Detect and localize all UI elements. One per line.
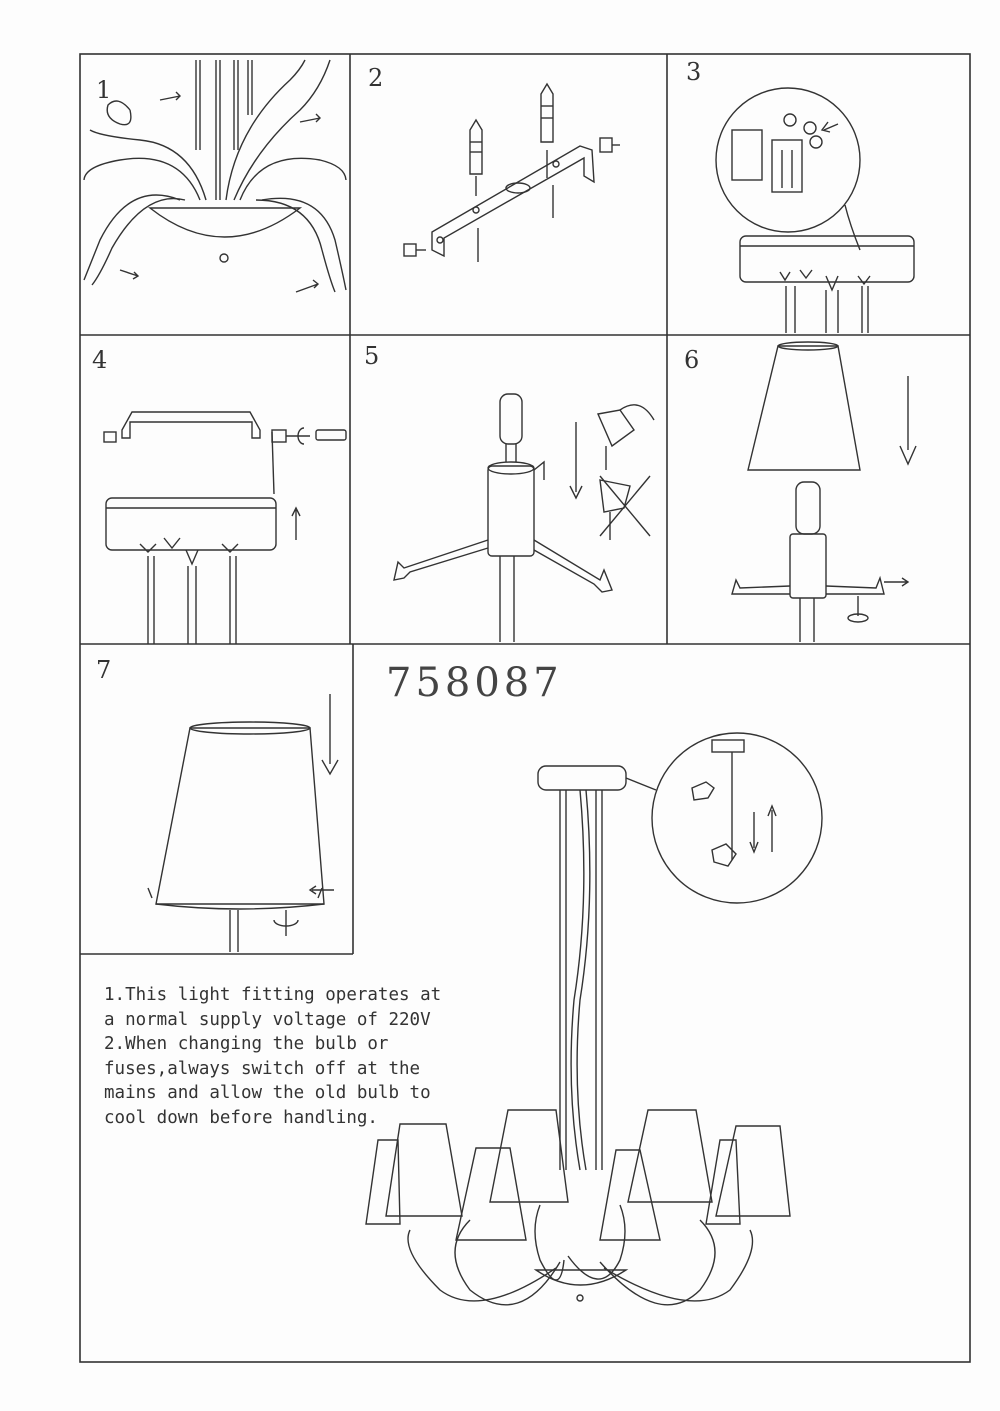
step-number-5: 5 [364, 342, 380, 370]
step-number-2: 2 [368, 64, 384, 92]
note-line: 2.When changing the bulb or [104, 1034, 389, 1054]
note-line: fuses,always switch off at the [104, 1058, 421, 1079]
step5-illustration [394, 394, 654, 642]
panel-frame [80, 54, 970, 1362]
step7-illustration [148, 694, 338, 952]
step6-illustration [732, 342, 916, 642]
model-number: 758087 [386, 660, 563, 706]
note-line: cool down before handling. [104, 1107, 378, 1128]
safety-notes [104, 983, 454, 1130]
step-number-3: 3 [686, 58, 702, 86]
step1-illustration [84, 60, 346, 292]
step2-illustration [404, 84, 620, 262]
step-number-4: 4 [92, 346, 108, 374]
step4-illustration [104, 412, 346, 644]
step-number-7: 7 [96, 656, 112, 684]
note-line: mains and allow the old bulb to [104, 1083, 431, 1103]
step-number-6: 6 [684, 346, 700, 374]
note-line: 1.This light fitting operates at [104, 985, 442, 1005]
note-line: a normal supply voltage of 220V [104, 1009, 431, 1030]
step3-illustration [716, 88, 914, 333]
step-number-1: 1 [96, 76, 112, 104]
